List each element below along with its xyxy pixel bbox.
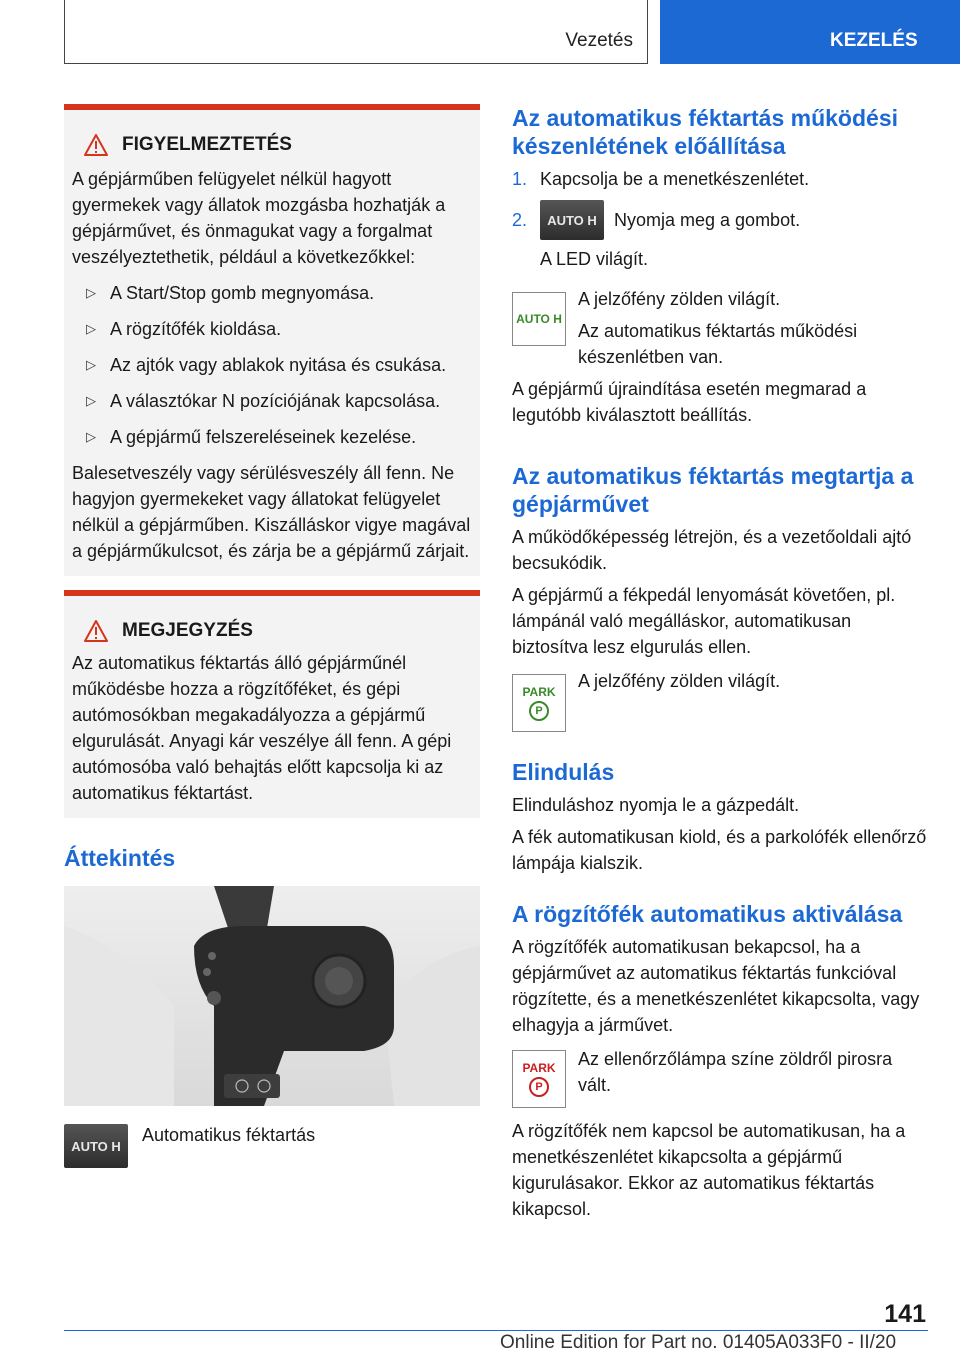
warning-list-item: ▷ A rögzítőfék kioldása. — [86, 316, 472, 342]
center-console-illustration — [64, 886, 480, 1106]
park-word: PARK — [522, 685, 556, 699]
header-section-tab — [64, 0, 648, 64]
section1-heading: Az automatikus féktartás működési készenlétének előállítása — [512, 105, 899, 159]
auto-h-indicator-icon — [512, 292, 566, 346]
warning-list — [72, 280, 472, 450]
park-indicator-red-icon — [512, 1050, 566, 1108]
header-chapter-label: KEZELÉS — [830, 30, 918, 51]
auto-h-indicator-label: AUTO H — [516, 312, 562, 326]
note-box — [64, 590, 480, 818]
park-indicator-green-icon — [512, 674, 566, 732]
auto-h-button-icon — [64, 1124, 128, 1168]
section3-p2: A fék automatikusan kiold, és a parkolófék ellenőrző lámpája kialszik. — [512, 827, 927, 873]
header-chapter-tab — [660, 0, 960, 64]
section1-steps — [512, 166, 928, 272]
park-symbol — [522, 1061, 555, 1097]
step-number: 1. — [512, 169, 528, 189]
warning-triangle-icon — [84, 134, 108, 156]
warning-list-item: ▷ A választókar N pozíciójának kapcsolása. — [86, 388, 472, 414]
led-text: A LED világít. — [540, 249, 649, 269]
park-word: PARK — [522, 1061, 556, 1075]
park-green-text: A jelzőfény zölden világít. — [578, 671, 781, 691]
park-symbol — [522, 685, 555, 721]
step-1 — [512, 166, 928, 192]
auto-h-indicator-row — [512, 286, 928, 370]
section4-p2: A rögzítőfék nem kapcsol be automatikusan, ha a menetkészenlétet kikapcsolta a gépjármű kigurulásakor. Ekkor az automatikus féktartás kikapcsol. — [512, 1121, 906, 1219]
warning-intro: A gépjárműben felügyelet nélkül hagyott gyermekek vagy állatok mozgásba hozhatják a gépjárművet, és önmagukat vagy a forgalmat veszélyeztethetik, például a következőkkel: — [72, 169, 446, 267]
section2-heading: Az automatikus féktartás megtartja a gépjárművet — [512, 463, 914, 517]
section3-p1: Elinduláshoz nyomja le a gázpedált. — [512, 795, 800, 815]
console-photo — [64, 886, 480, 1106]
warning-box — [64, 104, 480, 576]
park-red-text: Az ellenőrzőlámpa színe zöldről pirosra vált. — [578, 1049, 893, 1095]
indicator-text-2: Az automatikus féktartás működési készenlétben van. — [578, 321, 858, 367]
footer-divider — [64, 1330, 928, 1331]
footer-edition: Online Edition for Part no. 01405A033F0 - II/20 — [500, 1332, 897, 1353]
warning-title: FIGYELMEZTETÉS — [122, 134, 292, 155]
step-text: Nyomja meg a gombot. — [614, 210, 801, 230]
header-section-label: Vezetés — [565, 30, 633, 51]
section4-heading: A rögzítőfék automatikus aktiválása — [512, 901, 903, 927]
section2-p2: A gépjármű a fékpedál lenyomását követően, pl. lámpánál való megálláskor, automatikusan biztosítva lesz elgurulás ellen. — [512, 585, 896, 657]
note-text: Az automatikus féktartás álló gépjárműnél működésbe hozza a rögzítőféket, és gépi autómosókban megakadályozza a gépjármű elgurulását. Anyagi kár veszélye áll fenn. A gépi autómosóba való behajtás előtt kapcsolja ki az automatikus féktartást. — [72, 653, 452, 803]
section2-p1: A működőképesség létrejön, és a vezetőoldali ajtó becsukódik. — [512, 527, 912, 573]
park-p: P — [529, 701, 549, 721]
overview-caption-row — [64, 1124, 315, 1168]
overview-caption: Automatikus féktartás — [142, 1125, 316, 1145]
step-text: Kapcsolja be a menetkészenlétet. — [540, 169, 810, 189]
warning-triangle-icon — [84, 620, 108, 642]
section4-p1: A rögzítőfék automatikusan bekapcsol, ha a gépjárművet az automatikus féktartás funkcióval rögzítette, és a menetkészenlétet kikapcsolta, vagy elhagyja a járművet. — [512, 937, 920, 1035]
auto-h-button-label: AUTO H — [547, 212, 597, 228]
warning-list-item: ▷ Az ajtók vagy ablakok nyitása és csukása. — [86, 352, 472, 378]
park-red-indicator-row — [512, 1046, 928, 1108]
note-title: MEGJEGYZÉS — [122, 620, 253, 641]
note-title-row — [84, 620, 472, 642]
section3-heading: Elindulás — [512, 759, 615, 785]
auto-h-indicator-text — [578, 286, 928, 370]
section1-after: A gépjármű újraindítása esetén megmarad a legutóbb kiválasztott beállítás. — [512, 379, 867, 425]
indicator-text-1: A jelzőfény zölden világít. — [578, 289, 781, 309]
warning-outro: Balesetveszély vagy sérülésveszély áll fenn. Ne hagyjon gyermekeket vagy állatokat felügyelet nélkül a gépjárműben. Kiszálláskor vigye magával a gépjárműkulcsot, és zárja be a gépjármű zárjait. — [72, 463, 471, 561]
park-green-indicator-row — [512, 668, 928, 732]
auto-h-button-icon — [540, 200, 604, 240]
auto-h-button-label: AUTO H — [71, 1138, 121, 1154]
step-2 — [512, 200, 928, 240]
overview-heading: Áttekintés — [64, 845, 176, 871]
step-number: 2. — [512, 210, 528, 230]
page-number: 141 — [884, 1300, 926, 1328]
warning-list-item: ▷ A gépjármű felszereléseinek kezelése. — [86, 424, 472, 450]
warning-title-row — [84, 134, 472, 156]
park-p: P — [529, 1077, 549, 1097]
warning-list-item: ▷ A Start/Stop gomb megnyomása. — [86, 280, 472, 306]
